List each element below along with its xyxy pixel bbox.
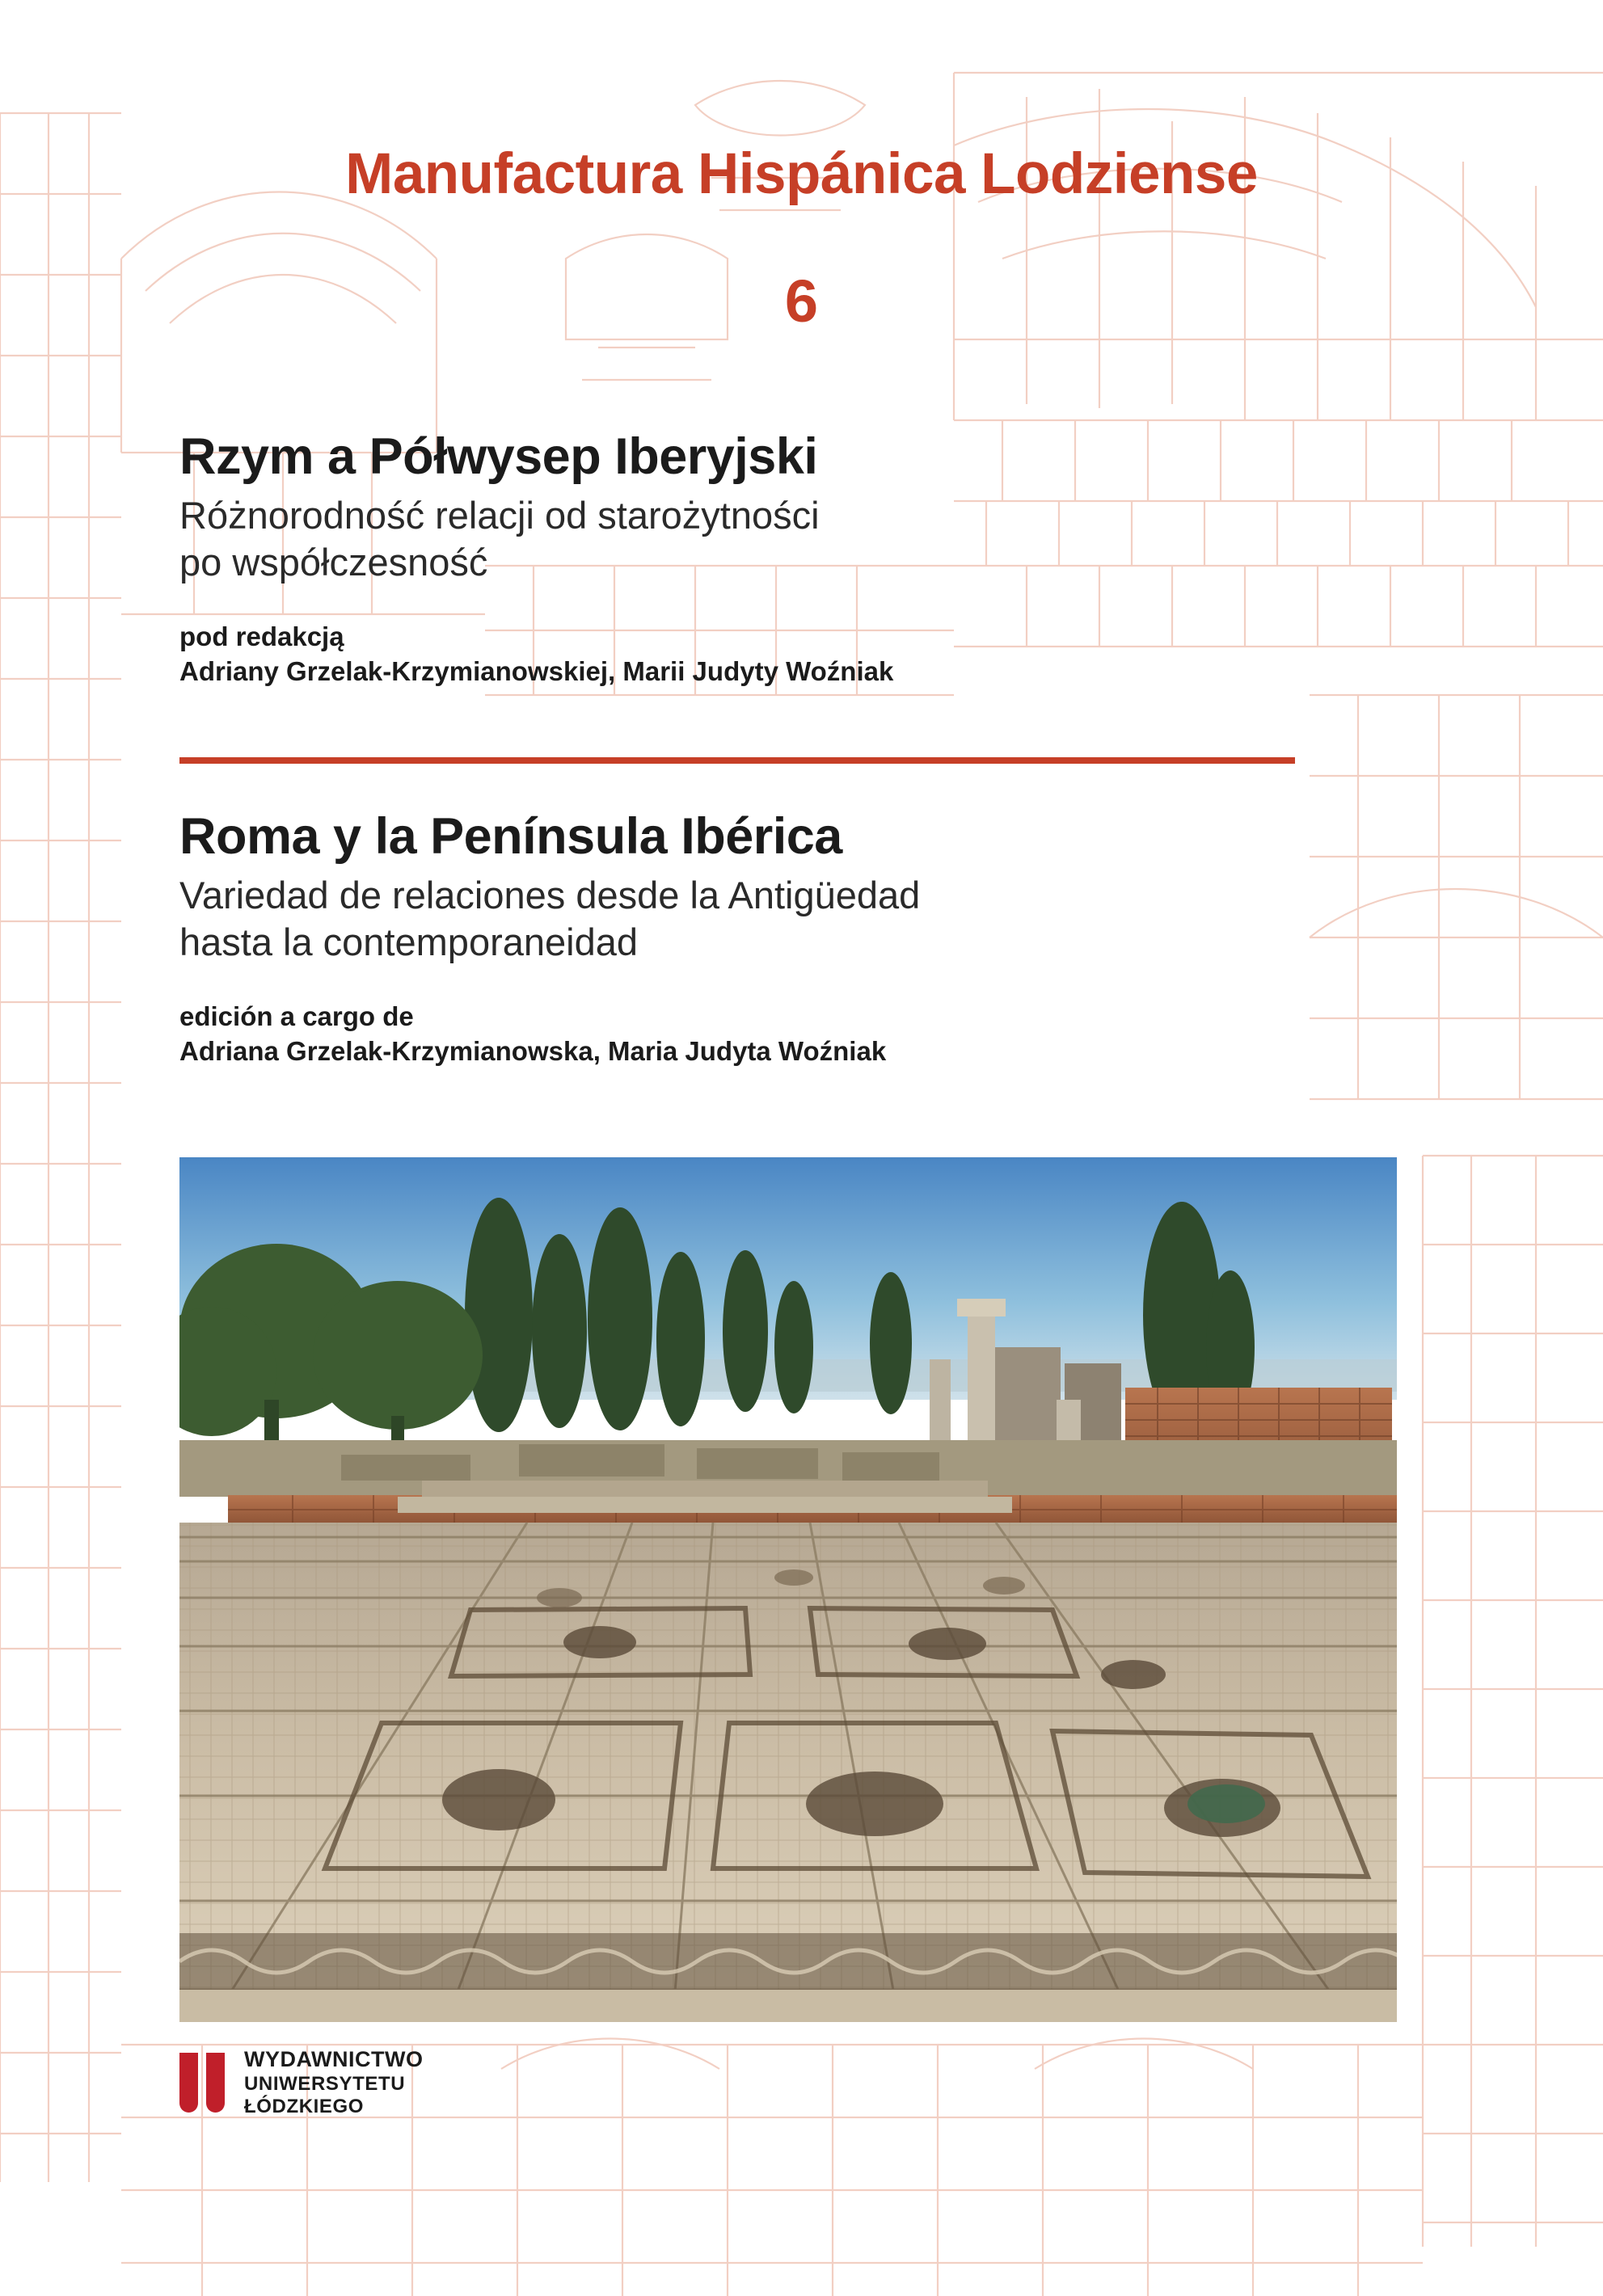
polish-subtitle-line-2: po współczesność [179, 540, 488, 583]
publisher-line-2: UNIWERSYTETU [244, 2072, 406, 2095]
spanish-subtitle-line-2: hasta la contemporaneidad [179, 920, 639, 963]
series-title: Manufactura Hispánica Lodziense [345, 142, 1258, 206]
series-volume-number: 6 [784, 268, 819, 335]
polish-editors-names: Adriany Grzelak-Krzymianowskiej, Marii Judyty Woźniak [179, 655, 894, 686]
spanish-subtitle-line-1: Variedad de relaciones desde la Antigüedad [179, 873, 921, 916]
publisher-line-3: ŁÓDZKIEGO [244, 2096, 365, 2118]
publisher-mark-icon [179, 2053, 230, 2113]
polish-subtitle-line-1: Różnorodność relacji od starożytności [179, 493, 820, 537]
publisher-logo [179, 2047, 423, 2118]
polish-title-block [179, 428, 1311, 689]
publisher-line-1: WYDAWNICTWO [244, 2047, 424, 2071]
cover-photograph [179, 1157, 1397, 2022]
polish-main-title: Rzym a Półwysep Iberyjski [179, 428, 818, 485]
spanish-main-title: Roma y la Península Ibérica [179, 808, 842, 865]
language-divider-rule [179, 757, 1295, 764]
spanish-title-block [179, 808, 1376, 1069]
polish-editors-label: pod redakcją [179, 621, 344, 652]
publisher-name [244, 2047, 423, 2118]
spanish-editors-names: Adriana Grzelak-Krzymianowska, Maria Judyta Woźniak [179, 1035, 887, 1066]
spanish-editors-label: edición a cargo de [179, 1001, 414, 1032]
